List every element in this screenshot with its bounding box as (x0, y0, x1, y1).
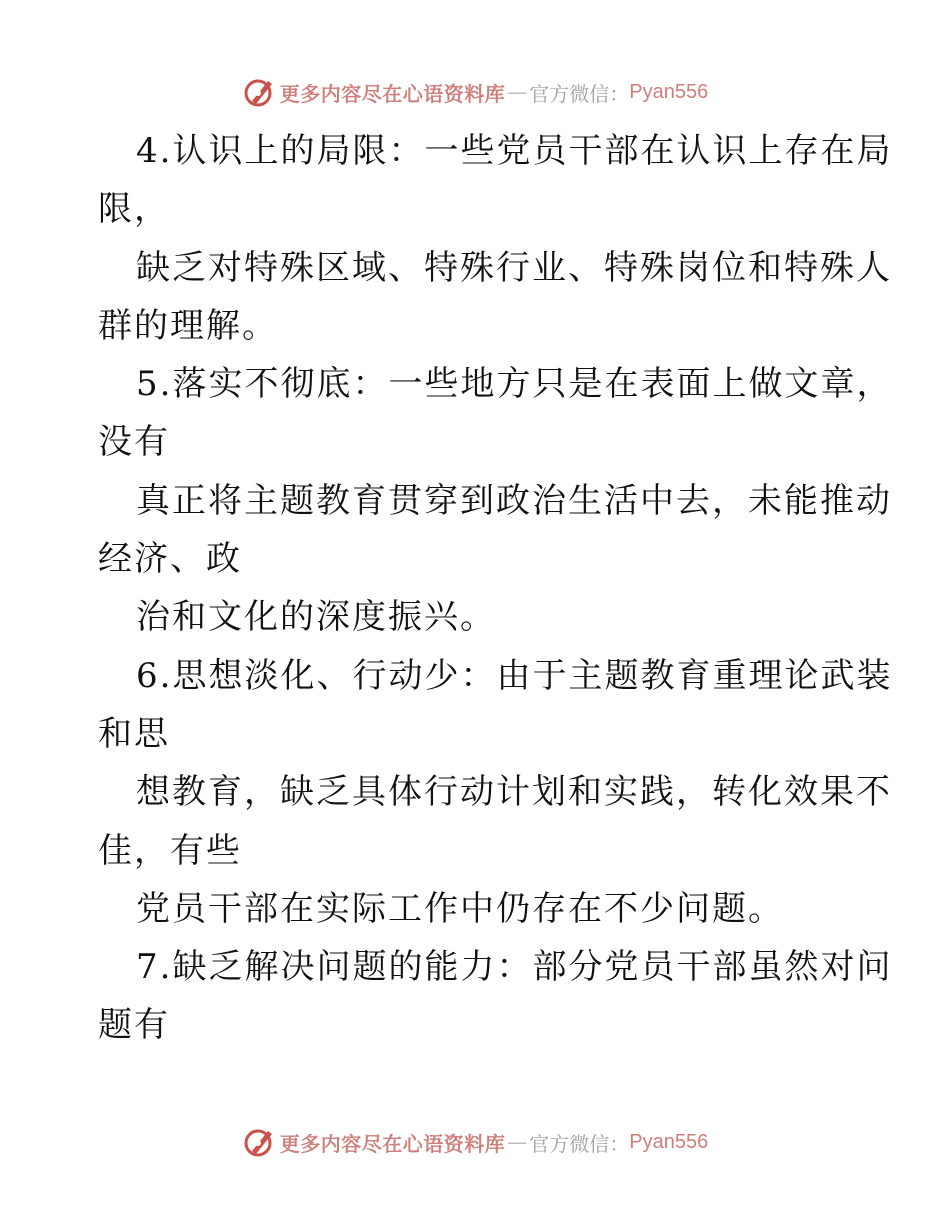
banner-dash: — (507, 80, 528, 104)
footer-banner (0, 1122, 950, 1162)
text-line: 没有 (98, 422, 170, 463)
pen-logo-icon (242, 1125, 276, 1159)
banner-main-text: 更多内容尽在心语资料库 (279, 1131, 506, 1156)
document-body (98, 122, 893, 1055)
text-line: 4.认识上的局限：一些党员干部在认识上存在局 (136, 131, 893, 171)
banner-main-text: 更多内容尽在心语资料库 (279, 81, 506, 106)
text-line: 群的理解。 (98, 305, 278, 346)
text-line: 治和文化的深度振兴。 (136, 597, 496, 638)
banner-wechat-id: Pyan556 (629, 80, 709, 103)
banner-wechat-id: Pyan556 (629, 1130, 709, 1153)
text-line: 缺乏对特殊区域、特殊行业、特殊岗位和特殊人 (136, 247, 892, 288)
text-line: 真正将主题教育贯穿到政治生活中去，未能推动 (136, 480, 892, 521)
pen-logo-icon (242, 75, 276, 109)
text-line: 5.落实不彻底：一些地方只是在表面上做文章， (136, 364, 893, 405)
banner-wechat-label: 官方微信： (529, 1131, 630, 1156)
banner-dash: — (507, 1130, 528, 1154)
header-banner (0, 72, 950, 112)
text-line: 题有 (98, 1005, 170, 1046)
banner-wechat-label: 官方微信： (529, 81, 630, 106)
text-line: 佳，有些 (98, 830, 242, 871)
text-line: 和思 (98, 713, 170, 754)
text-line: 想教育，缺乏具体行动计划和实践，转化效果不 (136, 772, 892, 813)
text-line: 党员干部在实际工作中仍存在不少问题。 (136, 888, 784, 929)
text-line: 限， (98, 189, 170, 230)
text-line: 7.缺乏解决问题的能力：部分党员干部虽然对问 (136, 947, 893, 988)
text-line: 经济、政 (98, 539, 242, 580)
text-line: 6.思想淡化、行动少：由于主题教育重理论武装 (136, 655, 893, 696)
